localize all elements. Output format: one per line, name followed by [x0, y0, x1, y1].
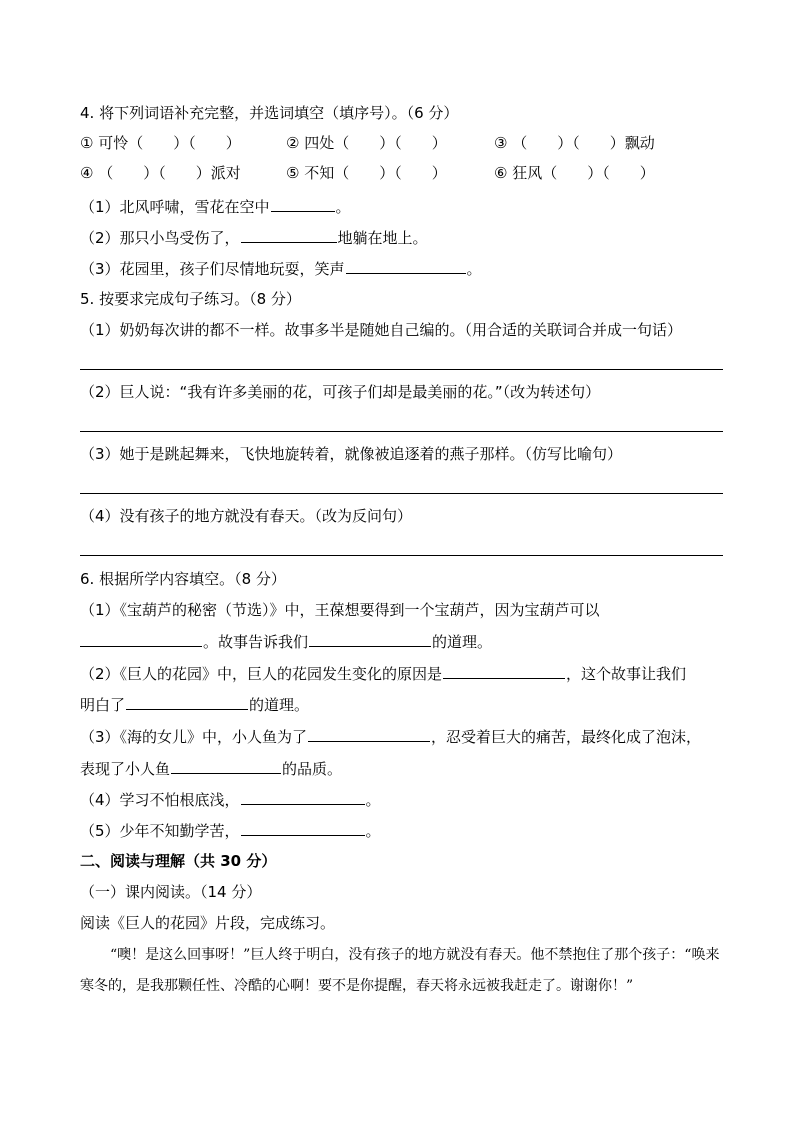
answer-blank[interactable] — [346, 258, 466, 274]
q5-item-2: （2）巨人说：“我有许多美丽的花，可孩子们却是最美丽的花。”（改为转述句） — [80, 383, 601, 401]
answer-blank[interactable] — [308, 726, 430, 742]
answer-blank[interactable] — [271, 196, 335, 212]
q6-item-1-line-2: 。故事告诉我们 的道理。 — [80, 631, 492, 652]
answer-blank[interactable] — [241, 820, 365, 836]
question-5-title: 5. 按要求完成句子练习。（8 分） — [80, 290, 301, 308]
question-4-title: 4. 将下列词语补充完整，并选词填空（填序号）。（6 分） — [80, 104, 459, 122]
q5-item-3: （3）她于是跳起舞来，飞快地旋转着，就像被追逐着的燕子那样。（仿写比喻句） — [80, 445, 623, 463]
q4-sentence-2: （2）那只小鸟受伤了， 地躺在地上。 — [80, 229, 428, 247]
section-2-title: 二、阅读与理解（共 30 分） — [80, 852, 277, 870]
q5-item-4: （4）没有孩子的地方就没有春天。（改为反问句） — [80, 507, 413, 525]
q6-item-3-line-1: （3）《海的女儿》中，小人鱼为了 ，忍受着巨大的痛苦，最终化成了泡沫， — [80, 728, 702, 746]
q4-sentence-3: （3）花园里，孩子们尽情地玩耍，笑声 。 — [80, 260, 482, 278]
q6-item-4: （4）学习不怕根底浅， 。 — [80, 791, 381, 809]
answer-blank[interactable] — [241, 227, 337, 243]
q4-option-2: ② 四处（ ）（ ） — [286, 134, 447, 152]
q6-item-1-line-1: （1）《宝葫芦的秘密（节选）》中，王葆想要得到一个宝葫芦，因为宝葫芦可以 — [80, 601, 600, 619]
reading-instruction: 阅读《巨人的花园》片段，完成练习。 — [80, 914, 336, 932]
question-6-title: 6. 根据所学内容填空。（8 分） — [80, 570, 286, 588]
answer-line[interactable] — [80, 555, 723, 556]
answer-blank[interactable] — [443, 663, 565, 679]
answer-line[interactable] — [80, 493, 723, 494]
answer-blank[interactable] — [171, 758, 281, 774]
section-2-subtitle: （一）课内阅读。（14 分） — [80, 883, 262, 901]
q6-item-3-line-2: 表现了小人鱼 的品质。 — [80, 760, 343, 778]
answer-blank[interactable] — [241, 789, 365, 805]
q4-option-3: ③ （ ）（ ）飘动 — [494, 134, 655, 152]
answer-blank[interactable] — [309, 631, 431, 647]
answer-line[interactable] — [80, 431, 723, 432]
q5-item-1: （1）奶奶每次讲的都不一样。故事多半是随她自己编的。（用合适的关联词合并成一句话） — [80, 321, 683, 339]
q6-item-2-line-1: （2）《巨人的花园》中，巨人的花园发生变化的原因是 ，这个故事让我们 — [80, 665, 687, 683]
answer-blank[interactable] — [126, 694, 248, 710]
q6-item-5: （5）少年不知勤学苦， 。 — [80, 822, 381, 840]
q4-option-4: ④ （ ）（ ）派对 — [80, 164, 241, 182]
q4-option-1: ① 可怜（ ）（ ） — [80, 134, 241, 152]
q4-option-6: ⑥ 狂风（ ）（ ） — [494, 164, 655, 182]
q6-item-2-line-2: 明白了 的道理。 — [80, 696, 310, 714]
reading-passage: “噢！是这么回事呀！”巨人终于明白，没有孩子的地方就没有春天。他不禁抱住了那个孩子：“唤来寒冬的，是我那颗任性、冷酷的心啊！要不是你提醒，春天将永远被我赶走了。谢谢你！” — [80, 947, 720, 994]
answer-line[interactable] — [80, 369, 723, 370]
answer-blank[interactable] — [80, 631, 202, 647]
q4-sentence-1: （1）北风呼啸，雪花在空中 。 — [80, 198, 351, 216]
q4-option-5: ⑤ 不知（ ）（ ） — [286, 164, 447, 182]
